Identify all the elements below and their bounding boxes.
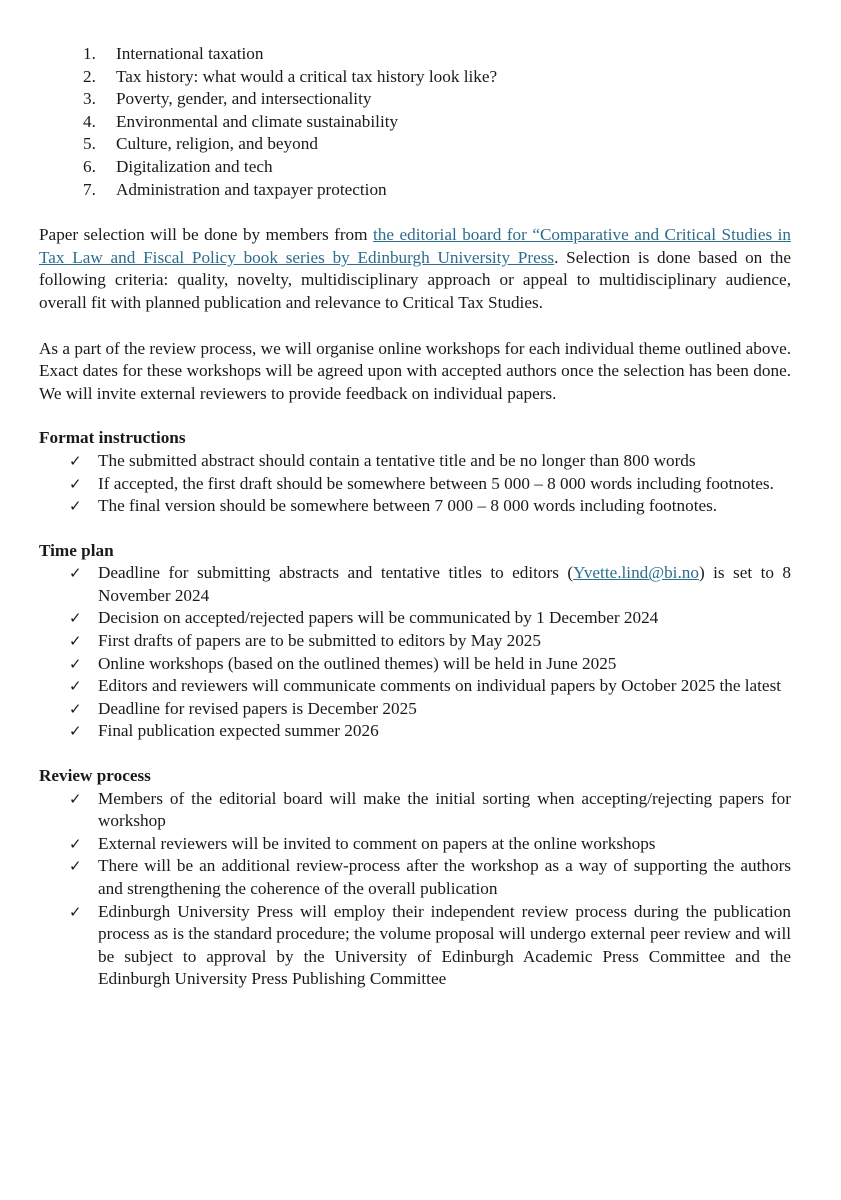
list-number: 7.	[83, 179, 96, 199]
list-number: 4.	[83, 111, 96, 131]
check-icon: ✓	[69, 789, 82, 808]
review-heading: Review process	[39, 766, 151, 786]
list-item-text: Edinburgh University Press will employ their independent review process during the publication process as is the standard procedure; the volume proposal will undergo external peer review and will be subject to approval by the University of Edinburgh Academic Press Committee and the Edinburgh University Press Publishing Committee	[98, 901, 791, 989]
review-list	[39, 788, 791, 991]
list-item-text: Decision on accepted/rejected papers will be communicated by 1 December 2024	[98, 608, 659, 628]
list-item-text: ) is set to 8 November 2024	[98, 563, 791, 605]
list-item-text: Culture, religion, and beyond	[116, 134, 318, 154]
check-icon: ✓	[69, 654, 82, 673]
check-icon: ✓	[69, 902, 82, 921]
document-page	[39, 43, 791, 991]
list-item	[69, 607, 791, 630]
list-number: 3.	[83, 89, 96, 109]
selection-text-before: Paper selection will be done by members from	[39, 225, 373, 245]
list-number: 1.	[83, 44, 96, 63]
list-item-text: Members of the editorial board will make the initial sorting when accepting/rejecting papers for workshop	[98, 788, 791, 831]
themes-list	[39, 43, 791, 201]
list-item	[83, 43, 791, 66]
list-number: 5.	[83, 134, 96, 154]
check-icon: ✓	[69, 699, 82, 718]
list-item-text: Poverty, gender, and intersectionality	[116, 89, 372, 109]
list-item-text: Online workshops (based on the outlined themes) will be held in June 2025	[98, 653, 617, 673]
check-icon: ✓	[69, 722, 82, 741]
list-number: 6.	[83, 156, 96, 176]
list-item-text: External reviewers will be invited to comment on papers at the online workshops	[98, 833, 656, 853]
check-icon: ✓	[69, 632, 82, 651]
list-item-text: The final version should be somewhere between 7 000 – 8 000 words including footnotes.	[98, 496, 718, 516]
list-item-text: First drafts of papers are to be submitted to editors by May 2025	[98, 631, 541, 651]
check-icon: ✓	[69, 677, 82, 696]
list-item	[83, 88, 791, 111]
check-icon: ✓	[69, 564, 82, 583]
list-item-text: If accepted, the first draft should be somewhere between 5 000 – 8 000 words including footnotes.	[98, 473, 774, 493]
list-item-text: There will be an additional review-process after the workshop as a way of supporting the authors and strengthening the coherence of the overall publication	[98, 856, 791, 898]
editor-email-link[interactable]: Yvette.lind@bi.no	[573, 563, 699, 583]
check-icon: ✓	[69, 834, 82, 853]
list-item-text: Digitalization and tech	[116, 156, 273, 176]
list-item	[83, 133, 791, 156]
list-item	[83, 111, 791, 134]
list-item	[69, 495, 791, 518]
check-icon: ✓	[69, 857, 82, 876]
list-item-text: Final publication expected summer 2026	[98, 721, 379, 741]
selection-text-after: . Selection is done based on the following criteria: quality, novelty, multidisciplinary approach or appeal to multidisciplinary audience, overall fit with planned publication and relevance to Critical Tax Studies.	[39, 247, 791, 312]
list-item	[83, 179, 791, 202]
list-item	[69, 562, 791, 607]
list-item	[69, 653, 791, 676]
list-number: 2.	[83, 66, 96, 86]
list-item	[69, 788, 791, 833]
timeplan-list	[39, 562, 791, 743]
check-icon: ✓	[69, 474, 82, 493]
review-intro-paragraph: As a part of the review process, we will organise online workshops for each individual theme outlined above. Exact dates for these workshops will be agreed upon with accepted authors once the selection has been done. We will invite external reviewers to provide feedback on individual papers.	[39, 338, 791, 403]
list-item	[69, 833, 791, 856]
format-heading: Format instructions	[39, 428, 186, 448]
list-item	[69, 901, 791, 991]
editorial-board-link[interactable]: the editorial board for “Comparative and Critical Studies in Tax Law and Fiscal Policy book series by Edinburgh University Press	[39, 225, 791, 267]
format-list	[39, 450, 791, 518]
list-item-text: Deadline for submitting abstracts and tentative titles to editors (	[98, 563, 574, 583]
list-item	[69, 855, 791, 900]
list-item-text: Tax history: what would a critical tax history look like?	[116, 66, 498, 86]
list-item	[83, 156, 791, 179]
timeplan-heading: Time plan	[39, 540, 114, 560]
check-icon: ✓	[69, 497, 82, 516]
check-icon: ✓	[69, 451, 82, 470]
list-item	[69, 473, 791, 496]
list-item	[83, 66, 791, 89]
list-item-text: Environmental and climate sustainability	[116, 111, 399, 131]
list-item	[69, 675, 791, 698]
list-item-text: The submitted abstract should contain a tentative title and be no longer than 800 words	[98, 450, 696, 470]
list-item	[69, 720, 791, 743]
list-item-text: International taxation	[116, 44, 264, 63]
list-item	[69, 450, 791, 473]
list-item-text: Deadline for revised papers is December 2025	[98, 698, 417, 718]
list-item	[69, 698, 791, 721]
list-item-text: Editors and reviewers will communicate comments on individual papers by October 2025 the latest	[98, 676, 782, 696]
check-icon: ✓	[69, 609, 82, 628]
list-item	[69, 630, 791, 653]
selection-paragraph	[39, 224, 791, 314]
list-item-text: Administration and taxpayer protection	[116, 179, 387, 199]
